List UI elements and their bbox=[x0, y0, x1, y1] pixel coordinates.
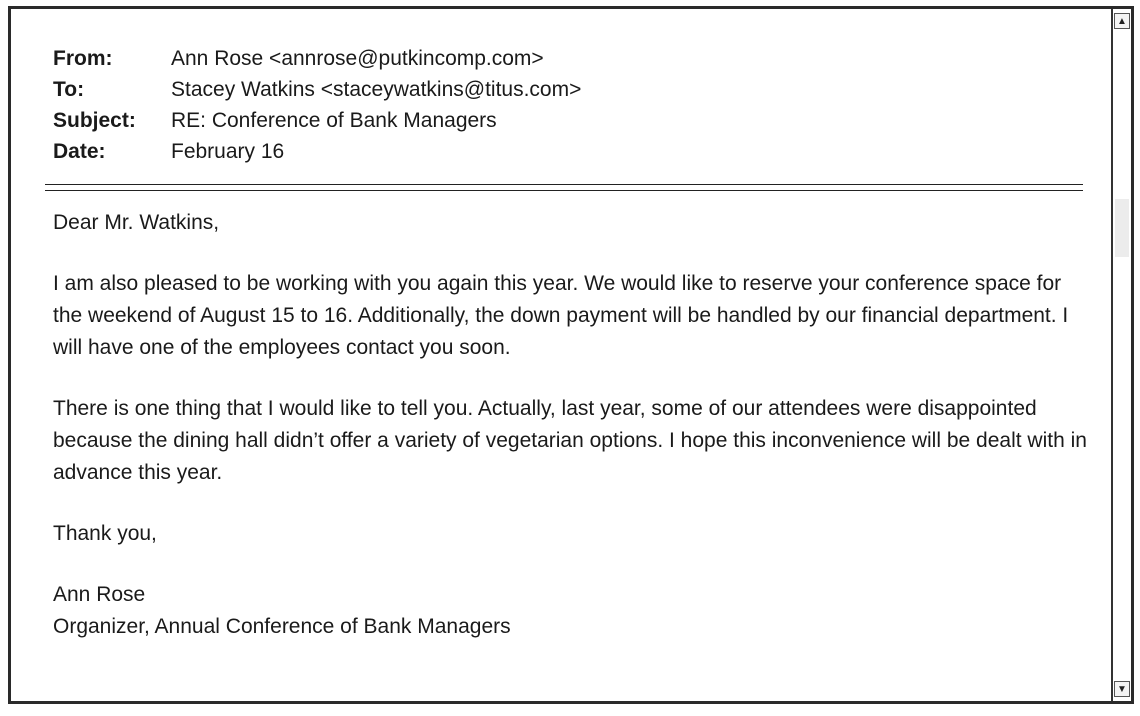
body-paragraph-2: There is one thing that I would like to tell you. Actually, last year, some of our attendees were disappointed because the dining hall didn’t offer a variety of vegetarian options. I hope this inconvenience will be dealt with in advance this year. bbox=[53, 397, 1087, 484]
to-value: Stacey Watkins <staceywatkins@titus.com> bbox=[171, 77, 582, 101]
date-value: February 16 bbox=[171, 139, 285, 163]
subject-label: Subject: bbox=[53, 108, 136, 132]
from-value: Ann Rose <annrose@putkincomp.com> bbox=[171, 46, 544, 70]
email-content bbox=[11, 9, 1109, 701]
email-window bbox=[8, 6, 1134, 704]
date-label: Date: bbox=[53, 139, 106, 163]
scroll-up-icon[interactable]: ▲ bbox=[1114, 13, 1130, 29]
email-body bbox=[53, 207, 1093, 643]
email-header bbox=[53, 43, 581, 167]
from-label: From: bbox=[53, 46, 113, 70]
vertical-scrollbar[interactable] bbox=[1111, 9, 1131, 701]
from-row bbox=[53, 43, 581, 74]
date-row bbox=[53, 136, 581, 167]
header-divider-top bbox=[45, 184, 1083, 185]
greeting: Dear Mr. Watkins, bbox=[53, 211, 220, 234]
subject-row bbox=[53, 105, 581, 136]
body-paragraph-1: I am also pleased to be working with you again this year. We would like to reserve your conference space for the weekend of August 15 to 16. Additionally, the down payment will be handled by our financial department. I will have one of the employees contact you soon. bbox=[53, 272, 1069, 359]
scroll-thumb[interactable] bbox=[1115, 199, 1129, 257]
to-label: To: bbox=[53, 77, 85, 101]
subject-value: RE: Conference of Bank Managers bbox=[171, 108, 497, 132]
header-divider-bottom bbox=[45, 190, 1083, 191]
to-row bbox=[53, 74, 581, 105]
signature-name: Ann Rose bbox=[53, 583, 146, 606]
signature-title: Organizer, Annual Conference of Bank Managers bbox=[53, 615, 511, 638]
closing: Thank you, bbox=[53, 522, 157, 545]
scroll-down-icon[interactable]: ▼ bbox=[1114, 681, 1130, 697]
